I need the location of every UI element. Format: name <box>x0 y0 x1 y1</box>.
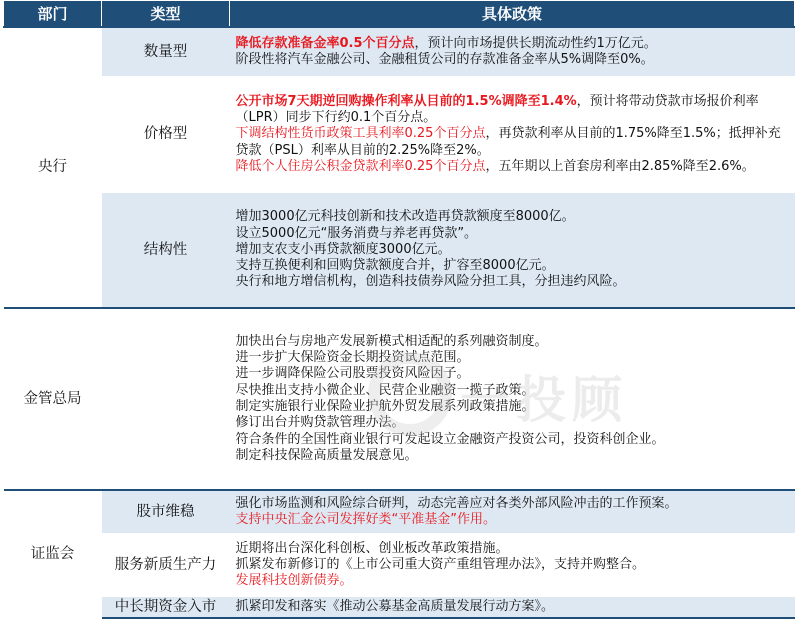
header-policy: 具体政策 <box>230 1 795 28</box>
policy-line <box>236 496 791 512</box>
policy-line <box>236 258 791 274</box>
policy-line <box>236 94 791 127</box>
policy-line <box>236 415 791 431</box>
policy-line <box>236 126 791 159</box>
policy-line <box>236 557 791 573</box>
policy-text: 进一步扩大保险资金长期投资试点范围。 <box>235 350 470 366</box>
table-row <box>4 490 795 534</box>
policy-text: 进一步调降保险公司股票投资风险因子。 <box>235 366 470 382</box>
policy-cell <box>230 193 795 309</box>
table-header-row <box>4 1 795 28</box>
policy-cell <box>230 308 795 490</box>
policy-line <box>236 432 791 448</box>
policy-text: ，预计向市场提供长期流动性约1万亿元。 <box>414 35 657 51</box>
policy-text: 尽快推出支持小微企业、民营企业融资一揽子政策。 <box>235 382 535 398</box>
type-cell: 服务新质生产力 <box>102 534 230 597</box>
policy-cell <box>230 597 795 619</box>
policy-text-emphasis: 支持中央汇金公司发挥好类“平准基金”作用。 <box>235 512 496 527</box>
policy-text: 抓紧发布新修订的《上市公司重大资产重组管理办法》，支持并购整合。 <box>235 556 646 572</box>
policy-line <box>236 512 791 528</box>
policy-text: ，预计将带动贷款市场报价利率（LPR）同步下行约0.1个百分点。 <box>235 93 759 126</box>
policy-line <box>236 52 791 68</box>
policy-text: 阶段性将汽车金融公司、金融租赁公司的存款准备金率从5%调降至0%。 <box>235 52 654 67</box>
header-type: 类型 <box>102 1 230 28</box>
policy-line <box>236 36 791 52</box>
policy-text: 制定科技保险高质量发展意见。 <box>235 447 418 463</box>
policy-line <box>236 573 791 589</box>
policy-text-emphasis: 降低个人住房公积金贷款利率0.25个百分点 <box>235 158 486 174</box>
policy-cell <box>230 534 795 597</box>
policy-text: 符合条件的全国性商业银行可发起设立金融资产投资公司，投资科创企业。 <box>235 431 665 447</box>
policy-text: 制定实施银行业保险业护航外贸发展系列政策措施。 <box>235 399 535 414</box>
policy-line <box>236 399 791 415</box>
policy-text: ，五年期以上首套房利率由2.85%降至2.6%。 <box>485 158 755 174</box>
policy-line <box>236 366 791 382</box>
policy-table <box>3 0 795 619</box>
policy-text: 支持互换便利和回购贷款额度合并，扩容至8000亿元。 <box>235 258 555 274</box>
policy-text: 强化市场监测和风险综合研判，动态完善应对各类外部风险冲击的工作预案。 <box>235 495 678 511</box>
policy-text: 加快出台与房地产发展新模式相适配的系列融资制度。 <box>235 333 548 349</box>
table-row <box>4 193 795 309</box>
type-cell: 中长期资金入市 <box>102 597 230 619</box>
policy-text: 增加支农支小再贷款额度3000亿元。 <box>235 241 451 257</box>
header-dept: 部门 <box>4 1 102 28</box>
dept-cell-csrc: 证监会 <box>4 490 102 618</box>
policy-line <box>236 209 791 225</box>
policy-text: 修订出台并购贷款管理办法。 <box>235 415 405 431</box>
policy-line <box>236 226 791 242</box>
policy-cell <box>230 490 795 534</box>
policy-line <box>236 448 791 464</box>
type-cell: 股市维稳 <box>102 490 230 534</box>
table-row <box>4 27 795 77</box>
policy-text-emphasis: 发展科技创新债券。 <box>235 573 353 589</box>
table-row <box>4 597 795 619</box>
dept-cell-pboc: 央行 <box>4 27 102 308</box>
policy-line <box>236 599 791 615</box>
type-cell: 数量型 <box>102 27 230 77</box>
policy-cell <box>230 77 795 193</box>
policy-text: 设立5000亿元“服务消费与养老再贷款”。 <box>235 225 478 241</box>
policy-text: 近期将出台深化科创板、创业板改革政策措施。 <box>235 540 509 556</box>
policy-line <box>236 350 791 366</box>
table-row <box>4 308 795 490</box>
policy-text: 增加3000亿元科技创新和技术改造再贷款额度至8000亿。 <box>235 209 575 225</box>
policy-text-emphasis: 降低存款准备金率0.5个百分点 <box>235 35 415 51</box>
watermark-text: 一投顾 <box>460 371 628 429</box>
policy-text: 央行和地方增信机构，创造科技债券风险分担工具，分担违约风险。 <box>235 274 626 290</box>
table-row <box>4 534 795 597</box>
table-row <box>4 77 795 193</box>
policy-text: 抓紧印发和落实《推动公募基金高质量发展行动方案》。 <box>235 598 555 614</box>
policy-line <box>236 383 791 399</box>
policy-line <box>236 159 791 175</box>
policy-line <box>236 242 791 258</box>
policy-text-emphasis: 下调结构性货币政策工具利率0.25个百分点 <box>235 126 486 142</box>
policy-line <box>236 334 791 350</box>
type-cell: 结构性 <box>102 193 230 309</box>
policy-cell <box>230 27 795 77</box>
policy-text: ，再贷款利率从目前的1.75%降至1.5%；抵押补充贷款（PSL）利率从目前的2.25%降至2%。 <box>235 126 781 158</box>
policy-line <box>236 274 791 290</box>
policy-text-emphasis: 公开市场7天期逆回购操作利率从目前的1.5%调降至1.4% <box>235 93 577 109</box>
type-cell-empty <box>102 308 230 490</box>
policy-line <box>236 541 791 557</box>
dept-cell-nfra: 金管总局 <box>4 308 102 490</box>
type-cell: 价格型 <box>102 77 230 193</box>
